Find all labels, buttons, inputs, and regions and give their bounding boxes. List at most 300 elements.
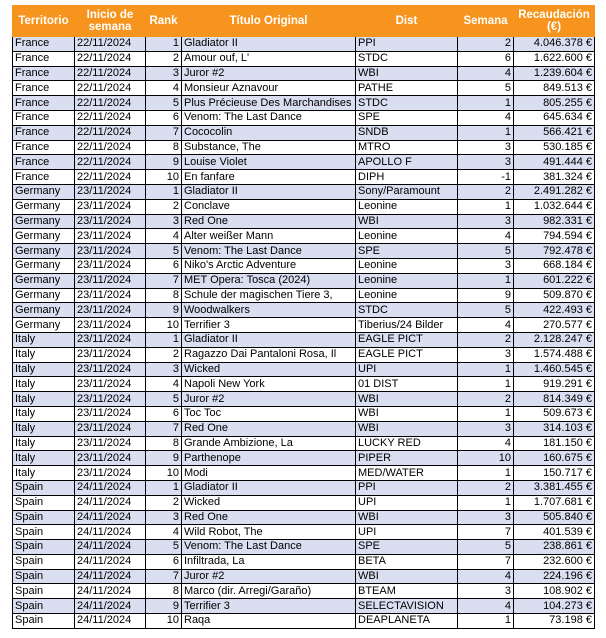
title-cell: Marco (dir. Arregi/Garaño) bbox=[182, 584, 356, 599]
weeks-cell: 7 bbox=[458, 525, 514, 540]
revenue-cell: 601.222 € bbox=[514, 273, 595, 288]
title-cell: Substance, The bbox=[182, 140, 356, 155]
revenue-cell: 566.421 € bbox=[514, 125, 595, 140]
header-inicio-semana: Inicio de semana bbox=[75, 6, 146, 37]
title-cell: Niko's Arctic Adventure bbox=[182, 258, 356, 273]
week-start-cell: 22/11/2024 bbox=[75, 110, 146, 125]
week-start-cell: 23/11/2024 bbox=[75, 318, 146, 333]
week-start-cell: 24/11/2024 bbox=[75, 540, 146, 555]
distributor-cell: Leonine bbox=[356, 258, 458, 273]
rank-cell: 6 bbox=[146, 554, 182, 569]
distributor-cell: PIPER bbox=[356, 451, 458, 466]
rank-cell: 7 bbox=[146, 125, 182, 140]
weeks-cell: 9 bbox=[458, 288, 514, 303]
weeks-cell: 5 bbox=[458, 540, 514, 555]
week-start-cell: 24/11/2024 bbox=[75, 569, 146, 584]
distributor-cell: STDC bbox=[356, 51, 458, 66]
distributor-cell: PATHE bbox=[356, 81, 458, 96]
rank-cell: 7 bbox=[146, 569, 182, 584]
weeks-cell: 4 bbox=[458, 436, 514, 451]
weeks-cell: 1 bbox=[458, 96, 514, 111]
weeks-cell: 3 bbox=[458, 347, 514, 362]
territory-cell: Germany bbox=[13, 199, 75, 214]
week-start-cell: 23/11/2024 bbox=[75, 199, 146, 214]
weeks-cell: 5 bbox=[458, 244, 514, 259]
rank-cell: 5 bbox=[146, 392, 182, 407]
territory-cell: Spain bbox=[13, 525, 75, 540]
week-start-cell: 23/11/2024 bbox=[75, 347, 146, 362]
title-cell: Juror #2 bbox=[182, 569, 356, 584]
weeks-cell: 6 bbox=[458, 51, 514, 66]
week-start-cell: 24/11/2024 bbox=[75, 614, 146, 629]
territory-cell: Spain bbox=[13, 554, 75, 569]
rank-cell: 8 bbox=[146, 584, 182, 599]
distributor-cell: UPI bbox=[356, 362, 458, 377]
weeks-cell: 4 bbox=[458, 599, 514, 614]
weeks-cell: 2 bbox=[458, 480, 514, 495]
distributor-cell: BETA bbox=[356, 554, 458, 569]
weeks-cell: 1 bbox=[458, 406, 514, 421]
revenue-cell: 4.046.378 € bbox=[514, 37, 595, 52]
revenue-cell: 919.291 € bbox=[514, 377, 595, 392]
week-start-cell: 23/11/2024 bbox=[75, 436, 146, 451]
distributor-cell: WBI bbox=[356, 569, 458, 584]
territory-cell: Germany bbox=[13, 258, 75, 273]
weeks-cell: 3 bbox=[458, 421, 514, 436]
territory-cell: Germany bbox=[13, 288, 75, 303]
table-row bbox=[13, 525, 595, 540]
table-row bbox=[13, 96, 595, 111]
distributor-cell: UPI bbox=[356, 525, 458, 540]
title-cell: Infiltrada, La bbox=[182, 554, 356, 569]
title-cell: Gladiator II bbox=[182, 184, 356, 199]
rank-cell: 10 bbox=[146, 170, 182, 185]
table-row bbox=[13, 110, 595, 125]
revenue-cell: 160.675 € bbox=[514, 451, 595, 466]
week-start-cell: 22/11/2024 bbox=[75, 51, 146, 66]
rank-cell: 1 bbox=[146, 332, 182, 347]
weeks-cell: 4 bbox=[458, 318, 514, 333]
weeks-cell: 5 bbox=[458, 303, 514, 318]
weeks-cell: 2 bbox=[458, 392, 514, 407]
territory-cell: Spain bbox=[13, 495, 75, 510]
rank-cell: 7 bbox=[146, 421, 182, 436]
rank-cell: 10 bbox=[146, 614, 182, 629]
week-start-cell: 23/11/2024 bbox=[75, 451, 146, 466]
table-row bbox=[13, 436, 595, 451]
weeks-cell: 4 bbox=[458, 229, 514, 244]
title-cell: Raqa bbox=[182, 614, 356, 629]
weeks-cell: 1 bbox=[458, 362, 514, 377]
box-office-table-wrapper bbox=[12, 5, 595, 629]
title-cell: Parthenope bbox=[182, 451, 356, 466]
weeks-cell: 2 bbox=[458, 184, 514, 199]
revenue-cell: 982.331 € bbox=[514, 214, 595, 229]
title-cell: Red One bbox=[182, 421, 356, 436]
table-row bbox=[13, 495, 595, 510]
table-row bbox=[13, 614, 595, 629]
rank-cell: 6 bbox=[146, 406, 182, 421]
week-start-cell: 23/11/2024 bbox=[75, 303, 146, 318]
title-cell: Juror #2 bbox=[182, 66, 356, 81]
week-start-cell: 22/11/2024 bbox=[75, 96, 146, 111]
table-row bbox=[13, 214, 595, 229]
weeks-cell: 4 bbox=[458, 66, 514, 81]
revenue-cell: 1.460.545 € bbox=[514, 362, 595, 377]
rank-cell: 2 bbox=[146, 199, 182, 214]
revenue-cell: 104.273 € bbox=[514, 599, 595, 614]
distributor-cell: Leonine bbox=[356, 273, 458, 288]
weeks-cell: -1 bbox=[458, 170, 514, 185]
title-cell: Schule der magischen Tiere 3, bbox=[182, 288, 356, 303]
weeks-cell: 3 bbox=[458, 258, 514, 273]
week-start-cell: 23/11/2024 bbox=[75, 362, 146, 377]
header-titulo-original: Título Original bbox=[182, 6, 356, 37]
week-start-cell: 24/11/2024 bbox=[75, 584, 146, 599]
title-cell: En fanfare bbox=[182, 170, 356, 185]
table-row bbox=[13, 332, 595, 347]
rank-cell: 9 bbox=[146, 451, 182, 466]
table-row bbox=[13, 392, 595, 407]
territory-cell: France bbox=[13, 125, 75, 140]
weeks-cell: 4 bbox=[458, 110, 514, 125]
table-row bbox=[13, 66, 595, 81]
title-cell: Cococolin bbox=[182, 125, 356, 140]
title-cell: Ragazzo Dai Pantaloni Rosa, Il bbox=[182, 347, 356, 362]
weeks-cell: 1 bbox=[458, 125, 514, 140]
weeks-cell: 3 bbox=[458, 140, 514, 155]
revenue-cell: 232.600 € bbox=[514, 554, 595, 569]
week-start-cell: 23/11/2024 bbox=[75, 244, 146, 259]
revenue-cell: 150.717 € bbox=[514, 466, 595, 481]
table-body bbox=[13, 37, 595, 629]
week-start-cell: 22/11/2024 bbox=[75, 155, 146, 170]
revenue-cell: 645.634 € bbox=[514, 110, 595, 125]
rank-cell: 10 bbox=[146, 318, 182, 333]
title-cell: MET Opera: Tosca (2024) bbox=[182, 273, 356, 288]
weeks-cell: 3 bbox=[458, 510, 514, 525]
revenue-cell: 422.493 € bbox=[514, 303, 595, 318]
table-row bbox=[13, 37, 595, 52]
revenue-cell: 270.577 € bbox=[514, 318, 595, 333]
rank-cell: 2 bbox=[146, 51, 182, 66]
table-row bbox=[13, 569, 595, 584]
table-row bbox=[13, 244, 595, 259]
weeks-cell: 10 bbox=[458, 451, 514, 466]
table-row bbox=[13, 421, 595, 436]
week-start-cell: 22/11/2024 bbox=[75, 170, 146, 185]
rank-cell: 4 bbox=[146, 377, 182, 392]
table-row bbox=[13, 288, 595, 303]
title-cell: Plus Précieuse Des Marchandises bbox=[182, 96, 356, 111]
week-start-cell: 22/11/2024 bbox=[75, 66, 146, 81]
revenue-cell: 1.239.604 € bbox=[514, 66, 595, 81]
revenue-cell: 814.349 € bbox=[514, 392, 595, 407]
title-cell: Monsieur Aznavour bbox=[182, 81, 356, 96]
territory-cell: Italy bbox=[13, 421, 75, 436]
table-row bbox=[13, 466, 595, 481]
rank-cell: 3 bbox=[146, 214, 182, 229]
weeks-cell: 1 bbox=[458, 614, 514, 629]
week-start-cell: 23/11/2024 bbox=[75, 184, 146, 199]
distributor-cell: WBI bbox=[356, 392, 458, 407]
territory-cell: France bbox=[13, 51, 75, 66]
rank-cell: 1 bbox=[146, 184, 182, 199]
distributor-cell: EAGLE PICT bbox=[356, 347, 458, 362]
week-start-cell: 23/11/2024 bbox=[75, 273, 146, 288]
distributor-cell: MED/WATER bbox=[356, 466, 458, 481]
rank-cell: 3 bbox=[146, 510, 182, 525]
rank-cell: 9 bbox=[146, 599, 182, 614]
table-row bbox=[13, 155, 595, 170]
rank-cell: 8 bbox=[146, 288, 182, 303]
territory-cell: France bbox=[13, 81, 75, 96]
territory-cell: France bbox=[13, 170, 75, 185]
rank-cell: 5 bbox=[146, 244, 182, 259]
rank-cell: 2 bbox=[146, 347, 182, 362]
revenue-cell: 1.622.600 € bbox=[514, 51, 595, 66]
week-start-cell: 24/11/2024 bbox=[75, 599, 146, 614]
weeks-cell: 2 bbox=[458, 37, 514, 52]
territory-cell: Italy bbox=[13, 332, 75, 347]
territory-cell: Germany bbox=[13, 229, 75, 244]
rank-cell: 7 bbox=[146, 273, 182, 288]
title-cell: Modi bbox=[182, 466, 356, 481]
territory-cell: Germany bbox=[13, 303, 75, 318]
distributor-cell: MTRO bbox=[356, 140, 458, 155]
week-start-cell: 24/11/2024 bbox=[75, 510, 146, 525]
weeks-cell: 1 bbox=[458, 273, 514, 288]
revenue-cell: 505.840 € bbox=[514, 510, 595, 525]
title-cell: Alter weißer Mann bbox=[182, 229, 356, 244]
week-start-cell: 23/11/2024 bbox=[75, 377, 146, 392]
week-start-cell: 22/11/2024 bbox=[75, 125, 146, 140]
territory-cell: Spain bbox=[13, 584, 75, 599]
title-cell: Red One bbox=[182, 510, 356, 525]
rank-cell: 4 bbox=[146, 229, 182, 244]
table-row bbox=[13, 125, 595, 140]
revenue-cell: 181.150 € bbox=[514, 436, 595, 451]
distributor-cell: UPI bbox=[356, 495, 458, 510]
week-start-cell: 23/11/2024 bbox=[75, 229, 146, 244]
distributor-cell: SPE bbox=[356, 244, 458, 259]
title-cell: Amour ouf, L' bbox=[182, 51, 356, 66]
title-cell: Louise Violet bbox=[182, 155, 356, 170]
week-start-cell: 23/11/2024 bbox=[75, 421, 146, 436]
territory-cell: Germany bbox=[13, 184, 75, 199]
week-start-cell: 23/11/2024 bbox=[75, 406, 146, 421]
weeks-cell: 1 bbox=[458, 377, 514, 392]
rank-cell: 3 bbox=[146, 362, 182, 377]
weeks-cell: 4 bbox=[458, 569, 514, 584]
rank-cell: 5 bbox=[146, 96, 182, 111]
title-cell: Wild Robot, The bbox=[182, 525, 356, 540]
table-row bbox=[13, 377, 595, 392]
revenue-cell: 530.185 € bbox=[514, 140, 595, 155]
rank-cell: 8 bbox=[146, 436, 182, 451]
title-cell: Venom: The Last Dance bbox=[182, 540, 356, 555]
title-cell: Juror #2 bbox=[182, 392, 356, 407]
distributor-cell: WBI bbox=[356, 66, 458, 81]
table-row bbox=[13, 199, 595, 214]
title-cell: Venom: The Last Dance bbox=[182, 244, 356, 259]
territory-cell: France bbox=[13, 37, 75, 52]
weeks-cell: 3 bbox=[458, 584, 514, 599]
title-cell: Napoli New York bbox=[182, 377, 356, 392]
territory-cell: France bbox=[13, 110, 75, 125]
territory-cell: France bbox=[13, 140, 75, 155]
rank-cell: 1 bbox=[146, 37, 182, 52]
table-row bbox=[13, 584, 595, 599]
table-row bbox=[13, 362, 595, 377]
distributor-cell: WBI bbox=[356, 214, 458, 229]
title-cell: Gladiator II bbox=[182, 332, 356, 347]
territory-cell: Spain bbox=[13, 510, 75, 525]
revenue-cell: 108.902 € bbox=[514, 584, 595, 599]
territory-cell: Germany bbox=[13, 214, 75, 229]
table-row bbox=[13, 170, 595, 185]
rank-cell: 1 bbox=[146, 480, 182, 495]
week-start-cell: 24/11/2024 bbox=[75, 554, 146, 569]
territory-cell: Spain bbox=[13, 480, 75, 495]
territory-cell: France bbox=[13, 155, 75, 170]
territory-cell: Italy bbox=[13, 347, 75, 362]
revenue-cell: 1.032.644 € bbox=[514, 199, 595, 214]
box-office-table bbox=[12, 5, 595, 629]
territory-cell: Spain bbox=[13, 540, 75, 555]
territory-cell: France bbox=[13, 96, 75, 111]
distributor-cell: STDC bbox=[356, 303, 458, 318]
table-row bbox=[13, 510, 595, 525]
revenue-cell: 238.861 € bbox=[514, 540, 595, 555]
territory-cell: France bbox=[13, 66, 75, 81]
table-row bbox=[13, 81, 595, 96]
title-cell: Gladiator II bbox=[182, 480, 356, 495]
week-start-cell: 24/11/2024 bbox=[75, 495, 146, 510]
distributor-cell: LUCKY RED bbox=[356, 436, 458, 451]
table-row bbox=[13, 51, 595, 66]
weeks-cell: 1 bbox=[458, 466, 514, 481]
header-territorio: Territorio bbox=[13, 6, 75, 37]
week-start-cell: 23/11/2024 bbox=[75, 258, 146, 273]
distributor-cell: SPE bbox=[356, 110, 458, 125]
rank-cell: 9 bbox=[146, 303, 182, 318]
territory-cell: Italy bbox=[13, 377, 75, 392]
revenue-cell: 849.513 € bbox=[514, 81, 595, 96]
week-start-cell: 24/11/2024 bbox=[75, 480, 146, 495]
distributor-cell: Leonine bbox=[356, 288, 458, 303]
territory-cell: Germany bbox=[13, 318, 75, 333]
distributor-cell: Leonine bbox=[356, 229, 458, 244]
weeks-cell: 2 bbox=[458, 332, 514, 347]
title-cell: Gladiator II bbox=[182, 37, 356, 52]
revenue-cell: 2.128.247 € bbox=[514, 332, 595, 347]
distributor-cell: SELECTAVISION bbox=[356, 599, 458, 614]
week-start-cell: 22/11/2024 bbox=[75, 37, 146, 52]
distributor-cell: Tiberius/24 Bilder bbox=[356, 318, 458, 333]
revenue-cell: 509.673 € bbox=[514, 406, 595, 421]
table-row bbox=[13, 303, 595, 318]
distributor-cell: WBI bbox=[356, 510, 458, 525]
title-cell: Terrifier 3 bbox=[182, 599, 356, 614]
title-cell: Grande Ambizione, La bbox=[182, 436, 356, 451]
table-row bbox=[13, 229, 595, 244]
distributor-cell: 01 DIST bbox=[356, 377, 458, 392]
territory-cell: Italy bbox=[13, 451, 75, 466]
rank-cell: 4 bbox=[146, 525, 182, 540]
title-cell: Terrifier 3 bbox=[182, 318, 356, 333]
distributor-cell: WBI bbox=[356, 406, 458, 421]
revenue-cell: 381.324 € bbox=[514, 170, 595, 185]
revenue-cell: 401.539 € bbox=[514, 525, 595, 540]
revenue-cell: 1.574.488 € bbox=[514, 347, 595, 362]
rank-cell: 6 bbox=[146, 258, 182, 273]
revenue-cell: 2.491.282 € bbox=[514, 184, 595, 199]
territory-cell: Spain bbox=[13, 569, 75, 584]
header-rank: Rank bbox=[146, 6, 182, 37]
rank-cell: 3 bbox=[146, 66, 182, 81]
week-start-cell: 23/11/2024 bbox=[75, 466, 146, 481]
distributor-cell: PPI bbox=[356, 480, 458, 495]
header-semana: Semana bbox=[458, 6, 514, 37]
header-recaudacion: Recaudación (€) bbox=[514, 6, 595, 37]
weeks-cell: 3 bbox=[458, 155, 514, 170]
territory-cell: Spain bbox=[13, 599, 75, 614]
weeks-cell: 1 bbox=[458, 495, 514, 510]
distributor-cell: DIPH bbox=[356, 170, 458, 185]
territory-cell: Italy bbox=[13, 362, 75, 377]
week-start-cell: 23/11/2024 bbox=[75, 288, 146, 303]
distributor-cell: SNDB bbox=[356, 125, 458, 140]
territory-cell: Germany bbox=[13, 273, 75, 288]
week-start-cell: 23/11/2024 bbox=[75, 392, 146, 407]
weeks-cell: 3 bbox=[458, 214, 514, 229]
distributor-cell: BTEAM bbox=[356, 584, 458, 599]
distributor-cell: Leonine bbox=[356, 199, 458, 214]
table-row bbox=[13, 480, 595, 495]
territory-cell: Italy bbox=[13, 466, 75, 481]
revenue-cell: 1.707.681 € bbox=[514, 495, 595, 510]
revenue-cell: 224.196 € bbox=[514, 569, 595, 584]
title-cell: Wicked bbox=[182, 362, 356, 377]
distributor-cell: Sony/Paramount bbox=[356, 184, 458, 199]
revenue-cell: 73.198 € bbox=[514, 614, 595, 629]
revenue-cell: 509.870 € bbox=[514, 288, 595, 303]
rank-cell: 8 bbox=[146, 140, 182, 155]
title-cell: Toc Toc bbox=[182, 406, 356, 421]
table-row bbox=[13, 258, 595, 273]
revenue-cell: 3.381.455 € bbox=[514, 480, 595, 495]
revenue-cell: 491.444 € bbox=[514, 155, 595, 170]
distributor-cell: WBI bbox=[356, 421, 458, 436]
revenue-cell: 668.184 € bbox=[514, 258, 595, 273]
distributor-cell: DEAPLANETA bbox=[356, 614, 458, 629]
revenue-cell: 792.478 € bbox=[514, 244, 595, 259]
territory-cell: Italy bbox=[13, 392, 75, 407]
territory-cell: Italy bbox=[13, 436, 75, 451]
distributor-cell: PPI bbox=[356, 37, 458, 52]
table-row bbox=[13, 184, 595, 199]
week-start-cell: 22/11/2024 bbox=[75, 140, 146, 155]
week-start-cell: 22/11/2024 bbox=[75, 81, 146, 96]
territory-cell: Spain bbox=[13, 614, 75, 629]
rank-cell: 2 bbox=[146, 495, 182, 510]
table-row bbox=[13, 406, 595, 421]
week-start-cell: 23/11/2024 bbox=[75, 332, 146, 347]
distributor-cell: STDC bbox=[356, 96, 458, 111]
rank-cell: 10 bbox=[146, 466, 182, 481]
territory-cell: Italy bbox=[13, 406, 75, 421]
